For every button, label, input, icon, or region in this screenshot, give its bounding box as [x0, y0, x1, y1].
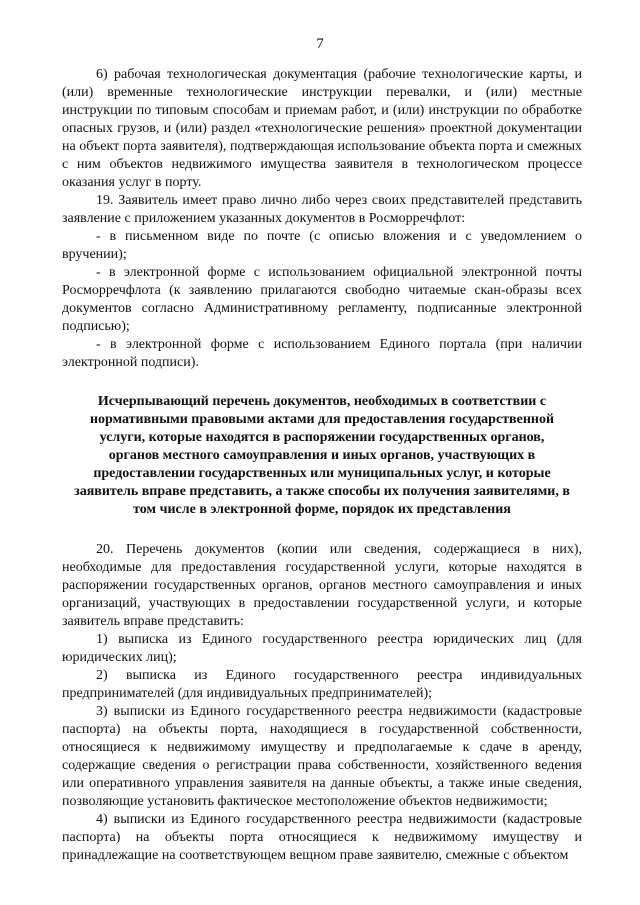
paragraph-19-submission-rights: 19. Заявитель имеет право лично либо через своих представителей представить заявление с приложением указанных документов в Росморречфлот:: [62, 193, 582, 226]
document-body: [62, 66, 582, 865]
list-item-4-applicant-property: 4) выписки из Единого государственного реестра недвижимости (кадастровые паспорта) на объекты порта относящиеся к недвижимому имуществу и принадлежащие на соответствующем вещном праве заявителю, смежные с объектом: [62, 812, 582, 863]
list-item-3-state-property: 3) выписки из Единого государственного реестра недвижимости (кадастровые паспорта) на объекты порта, находящиеся в государственной собственности, относящиеся к недвижимому имуществу и предполагаемые к сдаче в аренду, содержащие сведения о регистрации права собственности, хозяйственного ведения или оперативного управления заявителя на данные объекты, а также иные сведения, позволяющие установить фактическое местоположение объектов недвижимости;: [62, 704, 582, 809]
section-heading: Исчерпывающий перечень документов, необходимых в соответствии с нормативными правовыми актами для предоставления государственной услуги, которые находятся в распоряжении государственных органов, органов местного самоуправления и иных органов, участвующих в предоставлении государственных или муниципальных услуг, и которые заявитель вправе представить, а также способы их получения заявителями, в том числе в электронной форме, порядок их представления: [74, 394, 570, 517]
list-item-portal: - в электронной форме с использованием Единого портала (при наличии электронной подписи).: [62, 337, 582, 370]
list-item-email: - в электронной форме с использованием официальной электронной почты Росморречфлота (к заявлению прилагаются свободно читаемые скан-образы всех документов согласно Административному регламенту, подписанные электронной подписью);: [62, 265, 582, 334]
page-number: 7: [316, 36, 324, 52]
list-item-2-entrepreneurs: 2) выписка из Единого государственного реестра индивидуальных предпринимателей (для индивидуальных предпринимателей);: [62, 668, 582, 701]
list-item-postal: - в письменном виде по почте (с описью вложения и с уведомлением о вручении);: [62, 229, 582, 262]
list-item-1-legal-entities: 1) выписка из Единого государственного реестра юридических лиц (для юридических лиц);: [62, 632, 582, 665]
paragraph-20-document-list: 20. Перечень документов (копии или сведения, содержащиеся в них), необходимые для предоставления государственной услуги, которые находятся в распоряжении государственных органов, органов местного самоуправления и иных организаций, участвующих в предоставлении государственной услуги, и которые заявитель вправе представить:: [62, 542, 582, 629]
paragraph-6-work-documentation: 6) рабочая технологическая документация (рабочие технологические карты, и (или) временные технологические инструкции перевалки, и (или) местные инструкции по типовым способам и приемам работ, и (или) инструкции по обработке опасных грузов, и (или) раздел «технологические решения» проектной документации на объект порта заявителя), подтверждающая использование объекта порта и смежных с ним объектов недвижимого имущества заявителя в технологическом процессе оказания услуг в порту.: [62, 67, 582, 190]
